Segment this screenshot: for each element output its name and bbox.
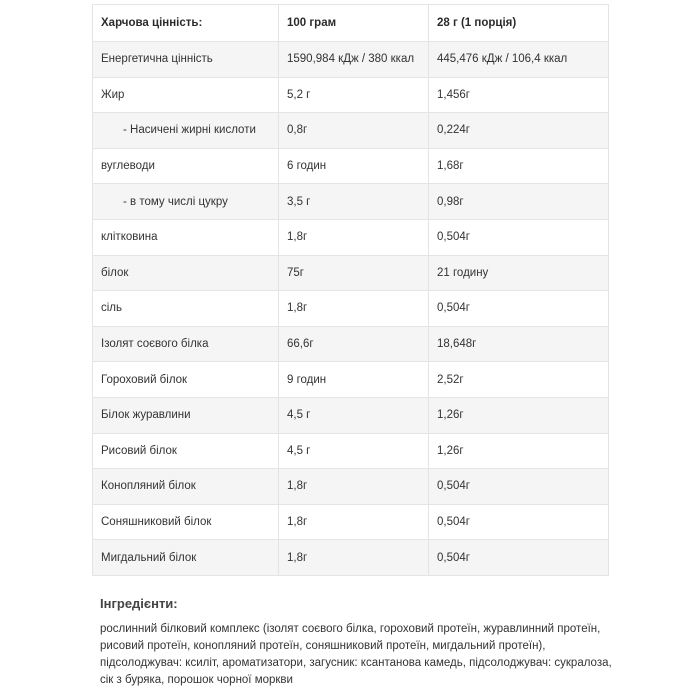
table-row bbox=[93, 148, 609, 184]
nutrient-name: Мигдальний білок bbox=[93, 540, 279, 576]
value-per-100g: 6 годин bbox=[279, 148, 429, 184]
table-row bbox=[93, 291, 609, 327]
nutrient-name: - Насичені жирні кислоти bbox=[93, 113, 279, 149]
value-per-serving: 21 годину bbox=[429, 255, 609, 291]
value-per-serving: 1,26г bbox=[429, 433, 609, 469]
value-per-100g: 1,8г bbox=[279, 469, 429, 505]
value-per-serving: 0,504г bbox=[429, 469, 609, 505]
table-row bbox=[93, 219, 609, 255]
nutrient-name: клітковина bbox=[93, 219, 279, 255]
value-per-serving: 2,52г bbox=[429, 362, 609, 398]
value-per-100g: 1,8г bbox=[279, 540, 429, 576]
table-row bbox=[93, 42, 609, 78]
nutrient-name: Жир bbox=[93, 77, 279, 113]
value-per-serving: 1,68г bbox=[429, 148, 609, 184]
table-row bbox=[93, 469, 609, 505]
nutrition-table-body bbox=[93, 42, 609, 576]
value-per-100g: 3,5 г bbox=[279, 184, 429, 220]
table-row bbox=[93, 433, 609, 469]
nutrient-name: білок bbox=[93, 255, 279, 291]
nutrition-table bbox=[92, 4, 609, 576]
value-per-100g: 0,8г bbox=[279, 113, 429, 149]
table-row bbox=[93, 504, 609, 540]
value-per-100g: 1590,984 кДж / 380 ккал bbox=[279, 42, 429, 78]
ingredients-text: рослинний білковий комплекс (ізолят соєвого білка, гороховий протеїн, журавлинний протеїн, рисовий протеїн, конопляний протеїн, соняшниковий протеїн, мигдальний протеїн), підсолоджувач: ксиліт, ароматизатори, загусник: ксантанова камедь, підсолоджувач: сукралоза, сік з буряка, порошок чорної моркви bbox=[100, 623, 612, 686]
value-per-100g: 1,8г bbox=[279, 291, 429, 327]
value-per-100g: 1,8г bbox=[279, 219, 429, 255]
ingredients-section bbox=[100, 596, 620, 689]
table-row bbox=[93, 397, 609, 433]
nutrition-table-container bbox=[92, 4, 608, 576]
value-per-serving: 0,98г bbox=[429, 184, 609, 220]
nutrient-name: Соняшниковий білок bbox=[93, 504, 279, 540]
value-per-serving: 0,504г bbox=[429, 540, 609, 576]
value-per-serving: 0,224г bbox=[429, 113, 609, 149]
value-per-serving: 445,476 кДж / 106,4 ккал bbox=[429, 42, 609, 78]
nutrient-name: Енергетична цінність bbox=[93, 42, 279, 78]
nutrient-name: Ізолят соєвого білка bbox=[93, 326, 279, 362]
table-row bbox=[93, 540, 609, 576]
value-per-serving: 18,648г bbox=[429, 326, 609, 362]
table-row bbox=[93, 184, 609, 220]
nutrient-name: - в тому числі цукру bbox=[93, 184, 279, 220]
nutrient-name: Білок журавлини bbox=[93, 397, 279, 433]
header-per-100g: 100 грам bbox=[279, 5, 429, 42]
table-row bbox=[93, 255, 609, 291]
table-row bbox=[93, 326, 609, 362]
value-per-100g: 5,2 г bbox=[279, 77, 429, 113]
nutrient-name: Конопляний білок bbox=[93, 469, 279, 505]
nutrient-name: Гороховий білок bbox=[93, 362, 279, 398]
table-row bbox=[93, 113, 609, 149]
value-per-100g: 9 годин bbox=[279, 362, 429, 398]
ingredients-title: Інгредієнти: bbox=[100, 596, 178, 611]
value-per-100g: 66,6г bbox=[279, 326, 429, 362]
value-per-100g: 4,5 г bbox=[279, 397, 429, 433]
value-per-serving: 0,504г bbox=[429, 291, 609, 327]
nutrient-name: вуглеводи bbox=[93, 148, 279, 184]
value-per-100g: 4,5 г bbox=[279, 433, 429, 469]
value-per-serving: 1,456г bbox=[429, 77, 609, 113]
nutrient-name: Рисовий білок bbox=[93, 433, 279, 469]
value-per-100g: 1,8г bbox=[279, 504, 429, 540]
value-per-serving: 0,504г bbox=[429, 219, 609, 255]
table-row bbox=[93, 362, 609, 398]
nutrient-name: сіль bbox=[93, 291, 279, 327]
header-nutrition-value: Харчова цінність: bbox=[93, 5, 279, 42]
value-per-serving: 1,26г bbox=[429, 397, 609, 433]
value-per-serving: 0,504г bbox=[429, 504, 609, 540]
header-per-serving: 28 г (1 порція) bbox=[429, 5, 609, 42]
table-header-row bbox=[93, 5, 609, 42]
value-per-100g: 75г bbox=[279, 255, 429, 291]
table-row bbox=[93, 77, 609, 113]
